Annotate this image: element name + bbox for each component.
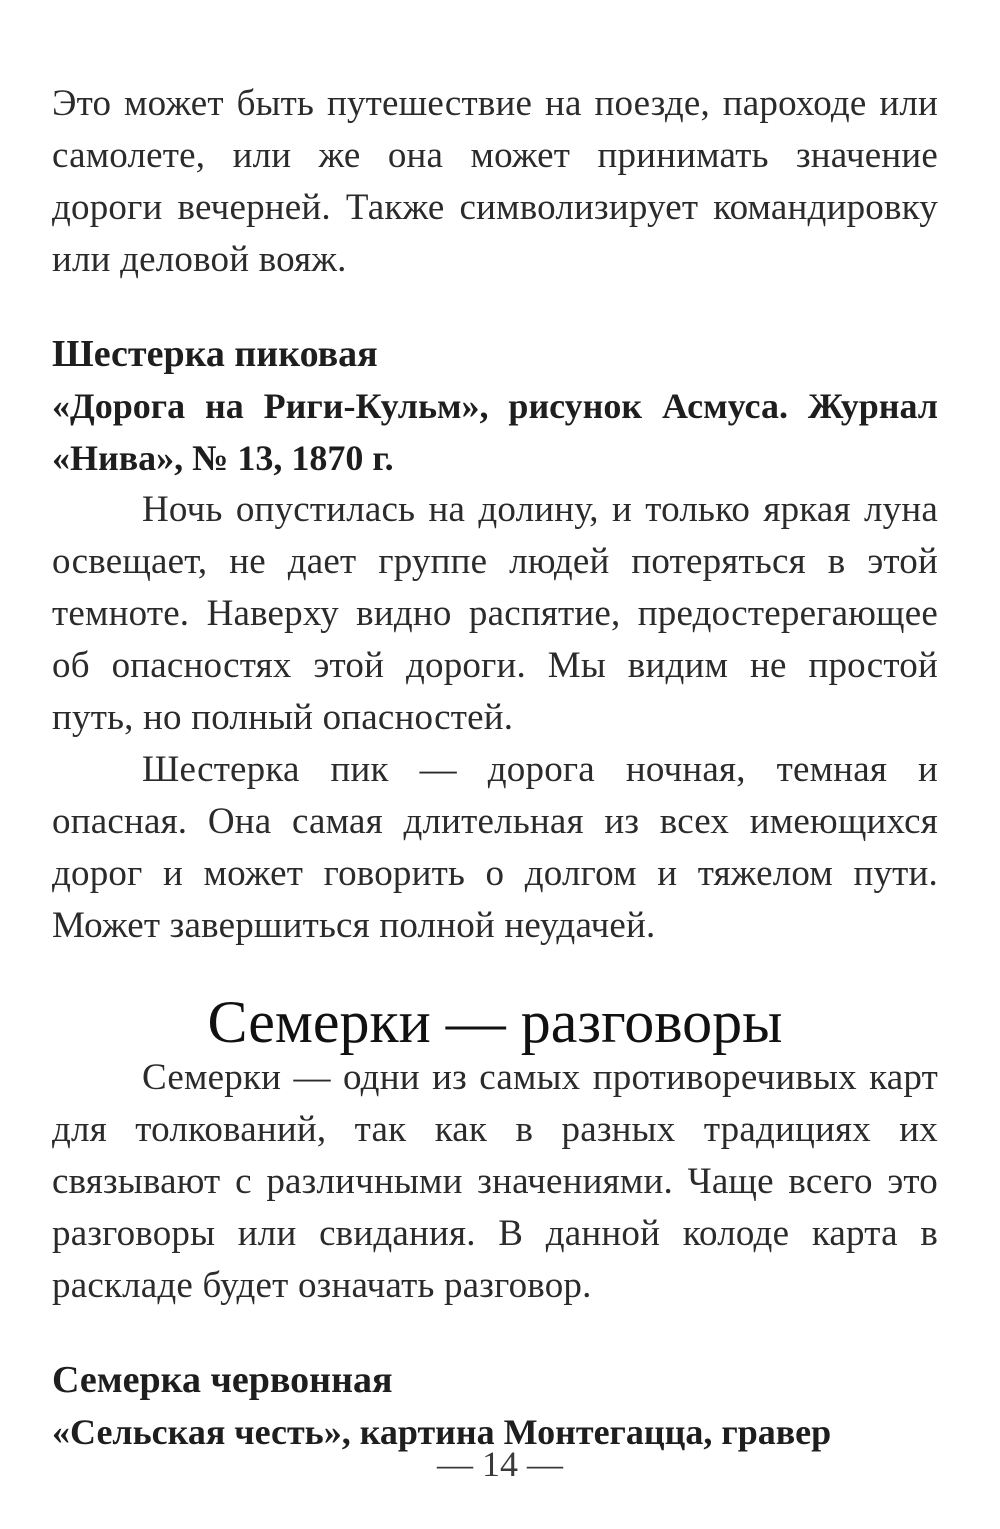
page-number: — 14 — [437, 1444, 563, 1484]
sevens-chapter-heading: Семерки — разговоры [207, 989, 783, 1055]
intro-paragraph: Это может быть путешествие на поезде, пароходе или самолете, или же она может принимать значение дороги вечерней. Также символизирует командировку или деловой вояж. [52, 83, 938, 280]
six-of-spades-heading: Шестерка пиковая [52, 333, 378, 375]
six-of-spades-description: Ночь опустилась на долину, и только яркая луна освещает, не дает группе людей потеряться в этой темноте. Наверху видно распятие, предостерегающее об опасностях этой дороги. Мы видим не простой путь, но полный опасностей. [52, 489, 938, 738]
seven-of-hearts-heading: Семерка червонная [52, 1359, 393, 1401]
page-content [52, 78, 938, 1458]
seven-of-hearts-source: «Сельская честь», картина Монтегацца, гравер [52, 1412, 832, 1452]
six-of-spades-source: «Дорога на Риги-Кульм», рисунок Асмуса. Журнал «Нива», № 13, 1870 г. [52, 386, 938, 478]
six-of-spades-meaning: Шестерка пик — дорога ночная, темная и опасная. Она самая длительная из всех имеющихся дорог и может говорить о долгом и тяжелом пути. Может завершиться полной неудачей. [52, 749, 938, 946]
sevens-intro-paragraph: Семерки — одни из самых противоречивых карт для толкований, так как в разных традициях их связывают с различными значениями. Чаще всего это разговоры или свидания. В данной колоде карта в раскладе будет означать разговор. [52, 1057, 938, 1306]
